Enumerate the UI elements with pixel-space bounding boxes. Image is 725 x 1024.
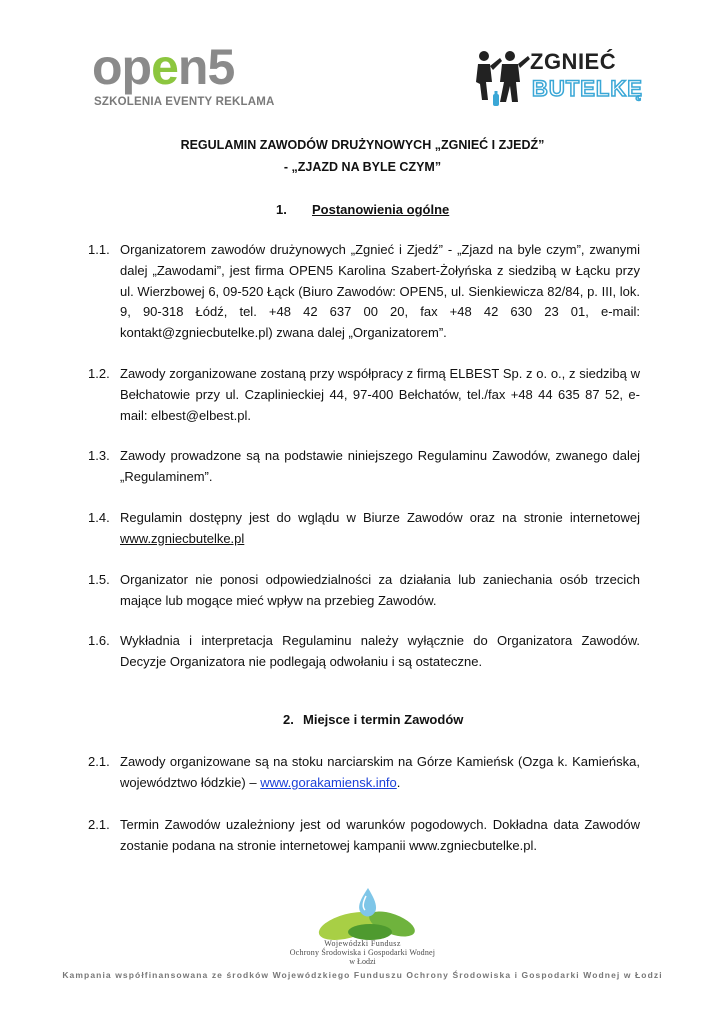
section-1-heading: 1. Postanowienia ogólne (276, 202, 450, 217)
gorakamiensk-link[interactable]: www.gorakamiensk.info (260, 774, 397, 790)
fund-name-line2: Ochrony Środowiska i Gospodarki Wodnej (289, 948, 436, 957)
figures-icon (472, 48, 530, 108)
list-item: 2.1. Termin Zawodów uzależniony jest od warunków pogodowych. Dokładna data Zawodów zostanie podana na stronie internetowej kampanii www.zgniecbutelke.pl. (88, 817, 640, 853)
list-item: 1.5. Organizator nie ponosi odpowiedzialności za działania lub zaniechania osób trzecich mające lub mogące mieć wpływ na przebieg Zawodów. (88, 572, 640, 608)
website-link[interactable]: www.zgniecbutelke.pl (120, 530, 245, 546)
campaign-footer-note: Kampania współfinansowana ze środków Wojewódzkiego Funduszu Ochrony Środowiska i Gospodarki Wodnej w Łodzi (62, 970, 663, 980)
list-item: 1.1. Organizatorem zawodów drużynowych „Zgnieć i Zjedź” - „Zjazd na byle czym”, zwanymi dalej „Zawodami”, jest firma OPEN5 Karolina Szabert-Żołyńska z siedzibą w Łącku przy ul. Wierzbowej 6, 09-520 Łąck (Biuro Zawodów: OPEN5, ul. Sienkiewicza 82/84, p. III, lok. 9, 90-318 Łódź, tel. +48 42 637 00 20, fax +48 42 630 23 01, e-mail: kontakt@zgniecbutelke.pl) zwana dalej „Organizatorem”. (88, 242, 640, 341)
zgniec-butelke-logo (472, 44, 647, 110)
list-item: 1.6. Wykładnia i interpretacja Regulaminu należy wyłącznie do Organizatora Zawodów. Decyzje Organizatora nie podlegają odwołaniu i są ostateczne. (88, 633, 640, 669)
section-2-heading: 2. Miejsce i termin Zawodów (283, 712, 464, 727)
zgniec-word: ZGNIEĆ (530, 49, 617, 74)
open5-logo (92, 39, 275, 112)
open5-wordmark: open5 (92, 39, 235, 95)
list-item: 1.3. Zawody prowadzone są na podstawie niniejszego Regulaminu Zawodów, zwanego dalej „Regulaminem”. (88, 448, 640, 484)
list-item: 1.4. Regulamin dostępny jest do wglądu w Biurze Zawodów oraz na stronie internetowej www.zgniecbutelke.pl (88, 510, 640, 546)
fund-name-line1: Wojewódzki Fundusz (324, 939, 401, 948)
document-title: REGULAMIN ZAWODÓW DRUŻYNOWYCH „ZGNIEĆ I ZJEDŹ” (180, 138, 545, 152)
list-item: 2.1. Zawody organizowane są na stoku narciarskim na Górze Kamieńsk (Ozga k. Kamieńska, województwo łódzkie) – www.gorakamiensk.info. (88, 754, 640, 790)
butelke-word: BUTELKĘ (532, 76, 643, 101)
open5-tagline: SZKOLENIA EVENTY REKLAMA (94, 96, 275, 108)
document-subtitle: - „ZJAZD NA BYLE CZYM” (283, 160, 442, 174)
fund-name-line3: w Łodzi (349, 957, 376, 966)
list-item: 1.2. Zawody zorganizowane zostaną przy współpracy z firmą ELBEST Sp. z o. o., z siedzibą w Bełchatowie przy ul. Czapliniecki​ej 44, 97-400 Bełchatów, tel./fax +48 44 635 87 52, e-mail: elbest@elbest.pl. (88, 366, 640, 423)
